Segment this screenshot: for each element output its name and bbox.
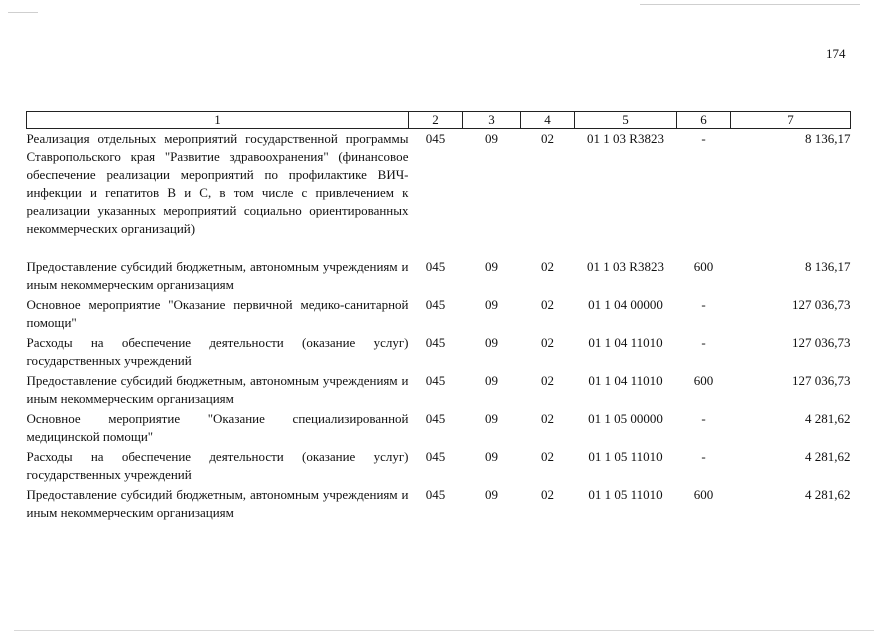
header-col-1: 1 [27,112,409,129]
table-header-row [27,112,851,129]
subsection-code: 02 [541,297,554,312]
amount: 127 036,73 [792,335,851,350]
amount: 4 281,62 [805,449,851,464]
target-article-code: 01 1 05 00000 [588,411,663,426]
amount: 4 281,62 [805,411,851,426]
subsection-code: 02 [541,373,554,388]
section-code: 09 [485,297,498,312]
subsection-code: 02 [541,449,554,464]
expense-description: Предоставление субсидий бюджетным, автономным учреждениям и иным некоммерческим организациям [26,259,409,292]
amount: 127 036,73 [792,297,851,312]
expense-type-code: 600 [693,487,714,502]
section-code: 09 [485,449,498,464]
amount: 8 136,17 [805,131,851,146]
ministry-code: 045 [425,297,446,312]
subsection-code: 02 [541,259,554,274]
table-row [27,446,851,484]
target-article-code: 01 1 03 R3823 [587,259,664,274]
section-code: 09 [485,131,498,146]
ministry-code: 045 [425,411,446,426]
ministry-code: 045 [425,449,446,464]
subsection-code: 02 [541,487,554,502]
target-article-code: 01 1 05 11010 [588,449,663,464]
target-article-code: 01 1 05 11010 [588,487,663,502]
table-row [27,484,851,522]
expense-type-code: - [701,335,706,350]
header-col-6: 6 [677,112,731,129]
ministry-code: 045 [425,487,446,502]
expense-description: Основное мероприятие "Оказание первичной медико-санитарной помощи" [26,297,409,330]
header-col-7: 7 [731,112,851,129]
expense-description: Расходы на обеспечение деятельности (оказание услуг) государственных учреждений [26,335,409,368]
amount: 8 136,17 [805,259,851,274]
subsection-code: 02 [541,411,554,426]
table-row [27,129,851,257]
expense-type-code: 600 [693,259,714,274]
ministry-code: 045 [425,373,446,388]
expense-type-code: - [701,411,706,426]
table-row [27,332,851,370]
header-col-2: 2 [409,112,463,129]
ministry-code: 045 [425,259,446,274]
scan-artifact-top [8,12,38,13]
amount: 127 036,73 [792,373,851,388]
table-row [27,256,851,294]
expense-description: Реализация отдельных мероприятий государственной программы Ставропольского края "Развитие здравоохранения" (финансовое обеспечение реализации мероприятий по профилактике ВИЧ-инфекции и гепатитов В и С, в том числе с привлечением к реализации указанных мероприятий социально ориентированных некоммерческих организаций) [26,131,409,236]
amount: 4 281,62 [805,487,851,502]
scan-artifact-top-right [640,4,860,5]
expense-description: Предоставление субсидий бюджетным, автономным учреждениям и иным некоммерческим организациям [26,487,409,520]
expense-type-code: - [701,449,706,464]
ministry-code: 045 [425,131,446,146]
target-article-code: 01 1 04 11010 [588,373,663,388]
section-code: 09 [485,259,498,274]
section-code: 09 [485,335,498,350]
expense-type-code: - [701,131,706,146]
subsection-code: 02 [541,131,554,146]
page-number: 174 [826,46,846,61]
table-row [27,408,851,446]
expense-description: Расходы на обеспечение деятельности (оказание услуг) государственных учреждений [26,449,409,482]
expense-type-code: 600 [693,373,714,388]
budget-table [26,111,851,522]
table-row [27,370,851,408]
header-col-3: 3 [463,112,521,129]
section-code: 09 [485,411,498,426]
expense-description: Основное мероприятие "Оказание специализированной медицинской помощи" [26,411,409,444]
table-row [27,294,851,332]
target-article-code: 01 1 04 00000 [588,297,663,312]
subsection-code: 02 [541,335,554,350]
section-code: 09 [485,373,498,388]
target-article-code: 01 1 03 R3823 [587,131,664,146]
section-code: 09 [485,487,498,502]
header-col-4: 4 [521,112,575,129]
expense-type-code: - [701,297,706,312]
scan-artifact-bottom [14,630,874,631]
header-col-5: 5 [575,112,677,129]
expense-description: Предоставление субсидий бюджетным, автономным учреждениям и иным некоммерческим организациям [26,373,409,406]
target-article-code: 01 1 04 11010 [588,335,663,350]
ministry-code: 045 [425,335,446,350]
